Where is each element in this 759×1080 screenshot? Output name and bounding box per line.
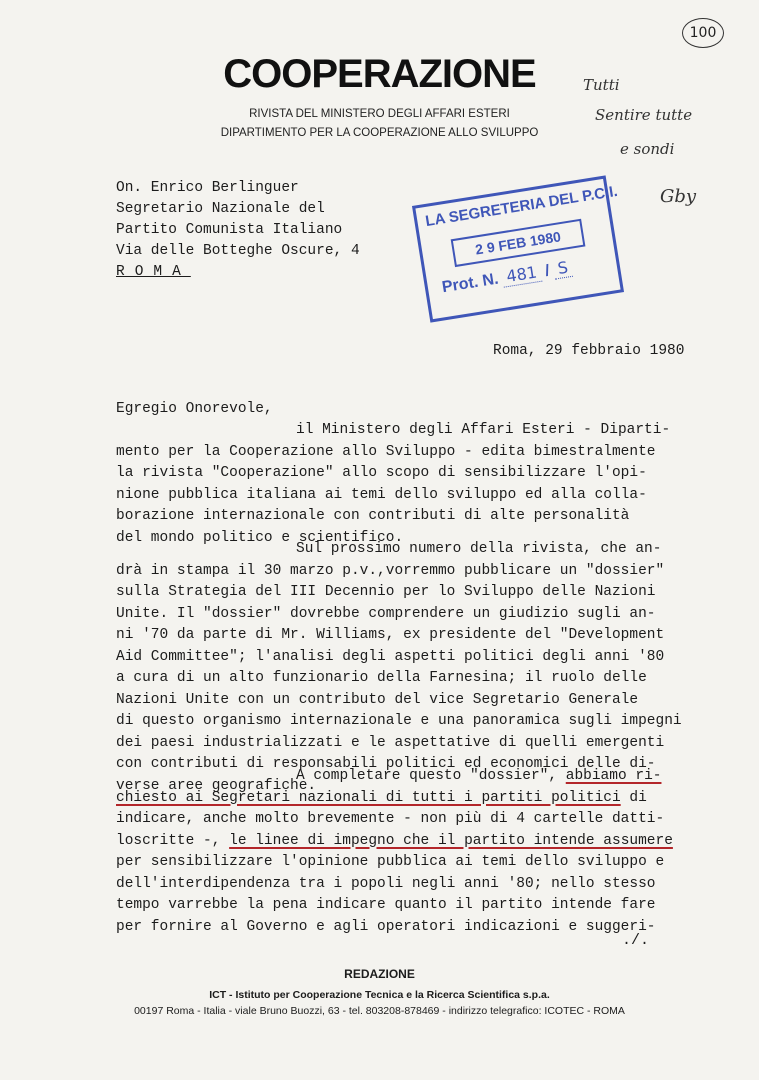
underlined-text: chiesto ai Segretari nazionali di tutti i partiti politici <box>116 789 621 806</box>
recipient-city: ROMA <box>116 264 191 280</box>
footer-address: 00197 Roma - Italia - viale Bruno Buozzi, 63 - tel. 803208-878469 - indirizzo telegrafico: ICOTEC - ROMA <box>134 1005 625 1017</box>
text-line: del mondo politico e scientifico. <box>116 529 404 546</box>
stamp-prot-separator: / <box>543 262 551 280</box>
reception-stamp <box>412 175 624 322</box>
underlined-text: le linee di impegno che il partito intende assumere <box>229 832 673 849</box>
text-line: Nazioni Unite con un contributo del vice Segretario Generale <box>116 691 639 708</box>
stamp-date: 2 9 FEB 1980 <box>451 219 586 267</box>
handwritten-note-line: Tutti <box>583 76 620 94</box>
text-line: Unite. Il "dossier" dovrebbe comprendere un giudizio sugli an- <box>116 605 656 622</box>
handwritten-initials: Gby <box>660 186 697 207</box>
text-line: a cura di un alto funzionario della Farnesina; il ruolo delle <box>116 670 647 686</box>
text-line: borazione internazionale con contributi di alte personalità <box>116 508 630 524</box>
text-line <box>116 831 716 853</box>
stamp-prot-number: 481 <box>501 262 542 288</box>
recipient-title: Segretario Nazionale del <box>116 201 325 217</box>
recipient-address <box>116 178 360 283</box>
text-line: ni '70 da parte di Mr. Williams, ex presidente del "Development <box>116 627 665 643</box>
text-line: nione pubblica italiana ai temi dello sviluppo ed alla colla- <box>116 486 647 503</box>
text-line <box>116 788 716 810</box>
text-line: con contributi di responsabili politici ed economici delle di- <box>116 756 656 772</box>
page-number: 100 <box>682 18 724 48</box>
recipient-name: On. Enrico Berlinguer <box>116 180 299 196</box>
masthead-subtitle-ministry: RIVISTA DEL MINISTERO DEGLI AFFARI ESTERI <box>249 108 510 120</box>
text-line <box>116 766 716 788</box>
text-line: di questo organismo internazionale e una panoramica sugli impegni <box>116 713 682 729</box>
masthead-title: COOPERAZIONE <box>223 52 536 96</box>
paragraph-1 <box>116 420 716 549</box>
handwritten-note-line: e sondi <box>620 140 675 158</box>
text-line: mento per la Cooperazione allo Sviluppo - edita bimestralmente <box>116 443 656 460</box>
text-line: la rivista "Cooperazione" allo scopo di sensibilizzare l'opi- <box>116 465 647 481</box>
stamp-office: LA SEGRETERIA DEL P.C.I. <box>424 182 619 231</box>
text-line: per fornire al Governo e agli operatori indicazioni e suggeri- <box>116 918 656 935</box>
stamp-prot-label: Prot. N. <box>440 270 500 297</box>
text-line: il Ministero degli Affari Esteri - Diparti- <box>296 422 671 438</box>
text-line: per sensibilizzare l'opinione pubblica ai temi dello sviluppo e <box>116 854 665 870</box>
handwritten-note-line: Sentire tutte <box>595 106 693 124</box>
text-segment: A completare questo "dossier", <box>296 768 566 784</box>
masthead-subtitle-department: DIPARTIMENTO PER LA COOPERAZIONE ALLO SVILUPPO <box>220 127 539 139</box>
text-line: indicare, anche molto brevemente - non più di 4 cartelle datti- <box>116 811 665 827</box>
letter-date: Roma, 29 febbraio 1980 <box>493 343 685 359</box>
salutation: Egregio Onorevole, <box>116 401 273 417</box>
text-line: tempo varrebbe la pena indicare quanto il partito intende fare <box>116 897 656 913</box>
recipient-street: Via delle Botteghe Oscure, 4 <box>116 243 360 259</box>
text-line: Sul prossimo numero della rivista, che an- <box>296 541 662 557</box>
text-segment: loscritte -, <box>116 832 230 849</box>
continuation-mark: ./. <box>622 932 650 949</box>
recipient-party: Partito Comunista Italiano <box>116 222 343 238</box>
text-line: dei paesi industrializzati e le aspettative di quelli emergenti <box>116 734 665 751</box>
text-line: Aid Committee"; l'analisi degli aspetti politici degli anni '80 <box>116 648 665 665</box>
text-line: drà in stampa il 30 marzo p.v.,vorremmo pubblicare un "dossier" <box>116 562 665 579</box>
underlined-text: abbiamo ri- <box>565 768 662 784</box>
text-line: verse aree geografiche. <box>116 777 317 794</box>
footer-title: REDAZIONE <box>344 967 415 981</box>
text-line: sulla Strategia del III Decennio per lo Sviluppo delle Nazioni <box>116 584 656 600</box>
text-segment: di <box>620 789 647 806</box>
paragraph-2 <box>116 539 716 797</box>
stamp-prot-series: S <box>552 257 573 280</box>
paragraph-3 <box>116 766 716 938</box>
footer-institute: ICT - Istituto per Cooperazione Tecnica e la Ricerca Scientifica s.p.a. <box>209 989 550 1001</box>
text-line: dell'interdipendenza tra i popoli negli anni '80; nello stesso <box>116 875 656 892</box>
